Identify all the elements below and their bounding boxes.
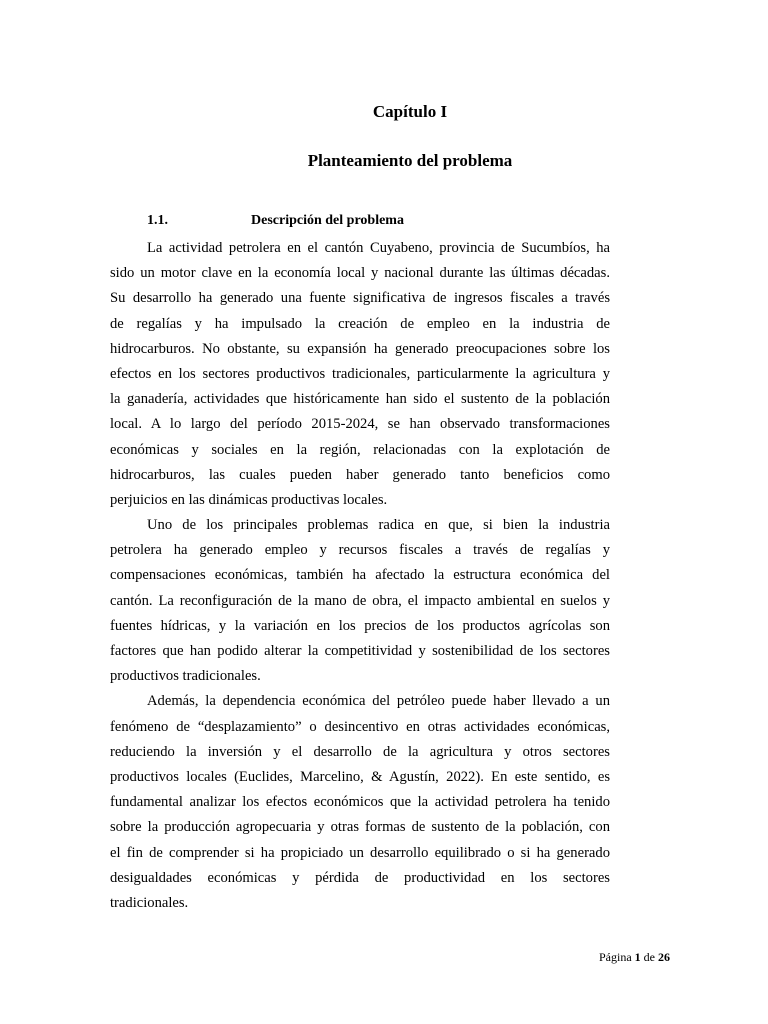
paragraph-line: desigualdades económicas y pérdida de productividad en los sectores <box>110 869 610 886</box>
paragraph-line: productivos locales (Euclides, Marcelino, & Agustín, 2022). En este sentido, es <box>110 768 610 785</box>
paragraph-line: fundamental analizar los efectos económicos que la actividad petrolera ha tenido <box>110 794 610 811</box>
paragraph-line: cantón. La reconfiguración de la mano de obra, el impacto ambiental en suelos y <box>110 592 610 609</box>
footer-label: Página <box>599 950 632 964</box>
subsection-title: Descripción del problema <box>251 213 404 228</box>
paragraph-line: el fin de comprender si ha propiciado un desarrollo equilibrado o si ha generado <box>110 844 610 861</box>
paragraph-line: factores que han podido alterar la competitividad y sostenibilidad de los sectores <box>110 643 610 659</box>
subsection-heading <box>147 213 404 229</box>
paragraph-line: hidrocarburos, las cuales pueden haber generado tanto beneficios como <box>110 466 610 483</box>
paragraph-line: productivos tradicionales. <box>110 668 261 685</box>
paragraph-line: la ganadería, actividades que históricamente han sido el sustento de la población <box>110 391 610 408</box>
section-title: Planteamiento del problema <box>307 151 513 170</box>
paragraph-line: económicas y sociales en la región, relacionadas con la explotación de <box>110 441 610 458</box>
paragraph-line: compensaciones económicas, también ha afectado la estructura económica del <box>110 567 610 584</box>
document-body <box>110 236 610 916</box>
subsection-number: 1.1. <box>147 213 168 228</box>
chapter-title: Capítulo I <box>372 102 448 121</box>
paragraph-line: sido un motor clave en la economía local y nacional durante las últimas décadas. <box>110 265 610 282</box>
footer-current-page: 1 <box>634 950 641 964</box>
paragraph <box>110 236 610 513</box>
footer-of: de <box>643 950 655 964</box>
footer-total-pages: 26 <box>658 950 670 964</box>
paragraph-line: local. A lo largo del período 2015-2024, se han observado transformaciones <box>110 416 610 433</box>
page-footer <box>599 950 670 965</box>
paragraph-line: hidrocarburos. No obstante, su expansión ha generado preocupaciones sobre los <box>110 340 610 357</box>
paragraph-line: reduciendo la inversión y el desarrollo de la agricultura y otros sectores <box>110 743 610 760</box>
paragraph-line: Su desarrollo ha generado una fuente significativa de ingresos fiscales a través <box>110 290 610 307</box>
paragraph-line: efectos en los sectores productivos tradicionales, particularmente la agricultura y <box>110 365 610 382</box>
paragraph <box>110 513 610 689</box>
paragraph-line: fenómeno de “desplazamiento” o desincentivo en otras actividades económicas, <box>110 718 610 735</box>
paragraph-line: La actividad petrolera en el cantón Cuyabeno, provincia de Sucumbíos, ha <box>147 240 610 256</box>
paragraph <box>110 689 610 916</box>
paragraph-line: de regalías y ha impulsado la creación de empleo en la industria de <box>110 315 610 332</box>
paragraph-line: sobre la producción agropecuaria y otras formas de sustento de la población, con <box>110 819 610 836</box>
paragraph-line: petrolera ha generado empleo y recursos fiscales a través de regalías y <box>110 542 610 559</box>
paragraph-line: Además, la dependencia económica del petróleo puede haber llevado a un <box>147 693 610 710</box>
paragraph-line: fuentes hídricas, y la variación en los precios de los productos agrícolas son <box>110 617 610 634</box>
paragraph-line: perjuicios en las dinámicas productivas locales. <box>110 491 388 508</box>
paragraph-line: tradicionales. <box>110 894 189 911</box>
paragraph-line: Uno de los principales problemas radica en que, si bien la industria <box>147 517 610 534</box>
